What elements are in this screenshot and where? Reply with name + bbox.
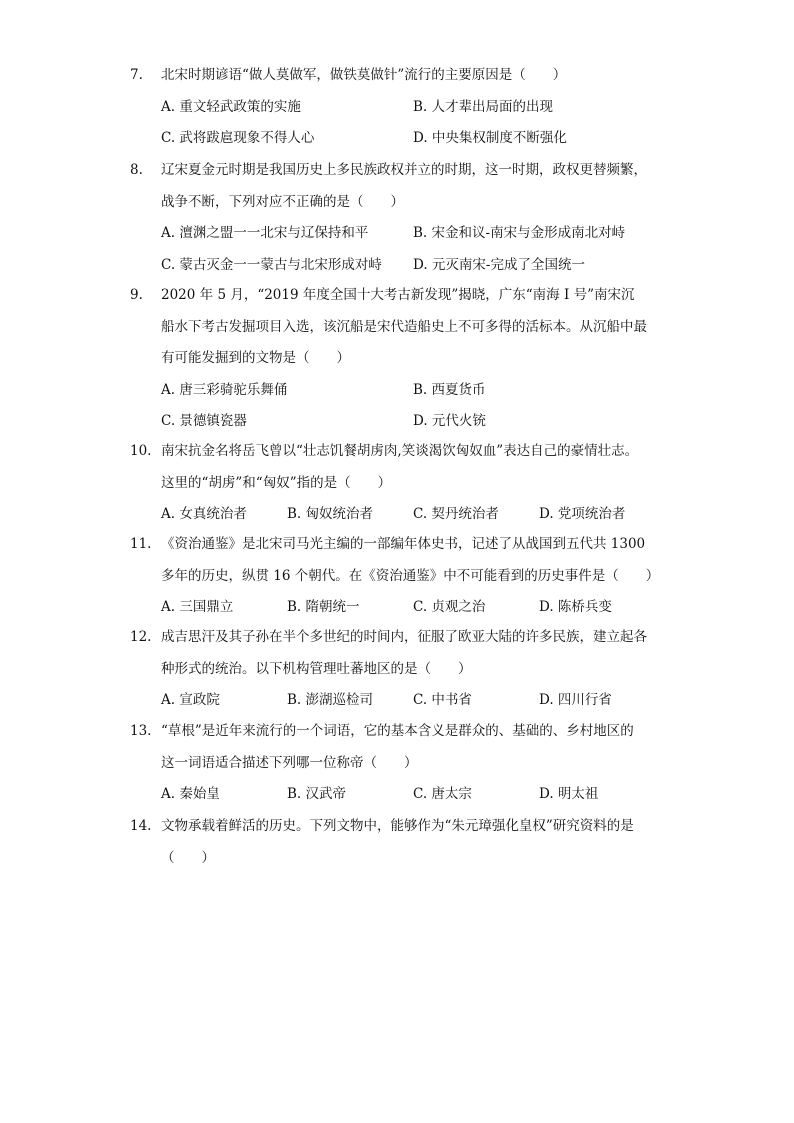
option-b: B. 匈奴统治者	[287, 506, 374, 522]
option-c: C. 景德镇瓷器	[161, 413, 247, 429]
question-text: 船水下考古发掘项目入选，该沉船是宋代造船史上不可多得的活标本。从沉船中最	[161, 318, 647, 335]
option-d: D. 四川行省	[539, 692, 612, 708]
question-number: 10.	[130, 443, 152, 459]
option-d: D. 党项统治者	[539, 506, 626, 522]
question-number: 7.	[130, 67, 143, 83]
option-b: B. 西夏货币	[413, 381, 486, 398]
question-text: 2020 年 5 月，“2019 年度全国十大考古新发现”揭晓，广东“南海 I 号”南宋沉	[161, 287, 635, 303]
option-d: D. 元灭南宋-完成了全国统一	[413, 256, 585, 273]
question-text: “草根”是近年来流行的一个词语，它的基本含义是群众的、基础的、乡村地区的	[161, 723, 634, 739]
option-a: A. 女真统治者	[161, 506, 247, 522]
option-b: B. 隋朝统一	[287, 599, 360, 615]
option-d: D. 陈桥兵变	[539, 599, 612, 615]
question-text: 种形式的统治。以下机构管理吐蕃地区的是（ ）	[161, 660, 472, 677]
options-row	[161, 250, 681, 282]
question-text: 北宋时期谚语“做人莫做军，做铁莫做针”流行的主要原因是（ ）	[161, 67, 567, 83]
option-a: A. 澶渊之盟一一北宋与辽保持和平	[161, 225, 369, 241]
options-row	[161, 123, 681, 155]
question-number: 9.	[130, 287, 143, 303]
option-c: C. 贞观之治	[413, 599, 486, 615]
option-a: A. 三国鼎立	[161, 599, 234, 615]
option-d: D. 元代火铳	[413, 413, 486, 429]
options-row	[161, 499, 681, 531]
option-b: B. 宋金和议-南宋与金形成南北对峙	[413, 225, 626, 241]
question-text: 这里的“胡虏”和“匈奴”指的是（ ）	[161, 474, 392, 491]
options-row	[161, 685, 681, 717]
option-b: B. 汉武帝	[287, 786, 347, 802]
question-number: 8.	[130, 162, 143, 178]
option-c: C. 中书省	[413, 692, 472, 708]
option-b: B. 人才辈出局面的出现	[413, 98, 554, 115]
question-number: 12.	[130, 629, 152, 645]
question-text: 这一词语适合描述下列哪一位称帝（ ）	[161, 754, 418, 771]
question-text: 有可能发掘到的文物是（ ）	[161, 350, 350, 366]
option-a: A. 宣政院	[161, 692, 220, 708]
question-text: 辽宋夏金元时期是我国历史上多民族政权并立的时期，这一时期，政权更替频繁，	[161, 162, 647, 178]
options-row	[161, 592, 681, 624]
option-c: C. 武将跋扈现象不得人心	[161, 130, 315, 146]
question-text: 南宋抗金名将岳飞曾以“壮志饥餐胡虏肉,笑谈渴饮匈奴血”表达自己的豪情壮志。	[161, 443, 639, 459]
option-b: B. 澎湖巡检司	[287, 692, 374, 708]
options-row	[161, 779, 681, 811]
option-d: D. 中央集权制度不断强化	[413, 130, 567, 146]
question-text: 战争不断，下列对应不正确的是（ ）	[161, 193, 404, 210]
question-text: 多年的历史，纵贯 16 个朝代。在《资治通鉴》中不可能看到的历史事件是（ ）	[161, 567, 660, 584]
question-number: 11.	[130, 536, 152, 552]
option-a: A. 秦始皇	[161, 786, 220, 802]
options-row	[161, 92, 681, 124]
question-text: （ ）	[161, 849, 215, 866]
options-row	[161, 406, 681, 438]
question-number: 13.	[130, 723, 152, 739]
question-text: 文物承载着鲜活的历史。下列文物中，能够作为“朱元璋强化皇权”研究资料的是	[161, 818, 634, 834]
option-a: A. 重文轻武政策的实施	[161, 98, 301, 115]
options-row	[161, 218, 681, 250]
option-c: C. 唐太宗	[413, 786, 472, 802]
option-c: C. 蒙古灭金一一蒙古与北宋形成对峙	[161, 256, 382, 273]
question-text: 成吉思汗及其子孙在半个多世纪的时间内，征服了欧亚大陆的许多民族，建立起各	[161, 629, 647, 645]
question-text: 《资治通鉴》是北宋司马光主编的一部编年体史书，记述了从战国到五代共 1300	[161, 536, 646, 552]
option-d: D. 明太祖	[539, 786, 599, 802]
question-number: 14.	[130, 818, 152, 834]
options-row	[161, 375, 681, 407]
option-c: C. 契丹统治者	[413, 506, 499, 522]
option-a: A. 唐三彩骑驼乐舞俑	[161, 381, 288, 398]
